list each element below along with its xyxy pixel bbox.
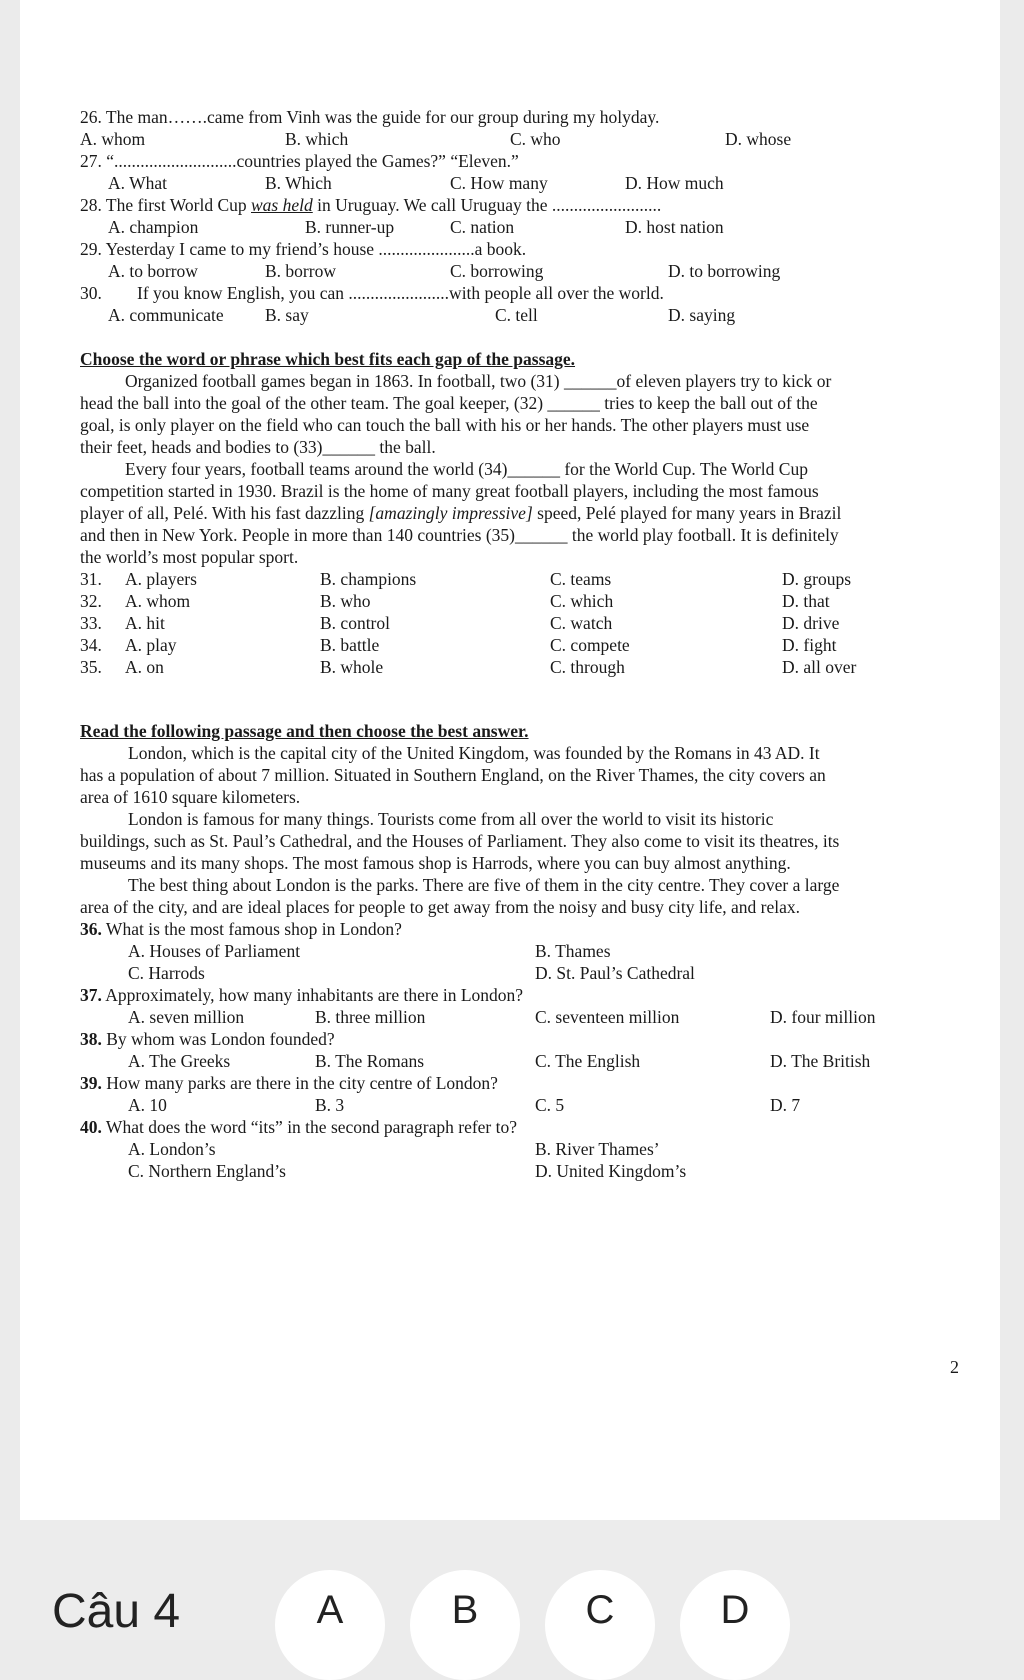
gap-section-heading: Choose the word or phrase which best fits each gap of the passage. [80,349,576,369]
reading-passage-line: buildings, such as St. Paul’s Cathedral, and the Houses of Parliament. They also come to visit its theatres, its [80,831,840,851]
q32-option-d: D. that [782,591,830,611]
q31-option-d: D. groups [782,569,852,589]
answer-option-a[interactable]: A [275,1570,385,1680]
reading-passage-line: London is famous for many things. Tourists come from all over the world to visit its historic [128,809,774,829]
q26-option-b: B. which [285,129,349,149]
q28-option-c: C. nation [450,217,515,237]
q40-option-c: C. Northern England’s [128,1161,286,1181]
answer-option-c[interactable]: C [545,1570,655,1680]
q37-option-b: B. three million [315,1007,426,1027]
q28-option-d: D. host nation [625,217,724,237]
q35-option-a: A. on [125,657,164,677]
gap-passage-line: goal, is only player on the field who can touch the ball with his or her hands. The other players must use [80,415,810,435]
q28-stem: 28. The first World Cup was held in Uruguay. We call Uruguay the ......................... [80,195,662,215]
q31-option-a: A. players [125,569,197,589]
q26-option-d: D. whose [725,129,792,149]
q33-option-b: B. control [320,613,390,633]
q29-option-b: B. borrow [265,261,336,281]
q33-option-a: A. hit [125,613,165,633]
q29-option-a: A. to borrow [108,261,198,281]
gap-passage-line: head the ball into the goal of the other team. The goal keeper, (32) ______ tries to keep the ball out of the [80,393,818,413]
reading-passage-line: museums and its many shops. The most famous shop is Harrods, where you can buy almost anything. [80,853,791,873]
q35-number: 35. [80,657,102,677]
answer-option-d[interactable]: D [680,1570,790,1680]
q38-stem: 38. By whom was London founded? [80,1029,335,1049]
q40-option-b: B. River Thames’ [535,1139,660,1159]
q30-number: 30. [80,283,102,303]
gap-passage-line: player of all, Pelé. With his fast dazzling [amazingly impressive] speed, Pelé played for many years in Brazil [80,503,842,523]
question-label: Câu 4 [52,1585,181,1638]
q36-option-b: B. Thames [535,941,611,961]
gap-passage-line: the world’s most popular sport. [80,547,299,567]
q35-option-b: B. whole [320,657,384,677]
q29-option-c: C. borrowing [450,261,544,281]
q33-option-c: C. watch [550,613,613,633]
q30-option-c: C. tell [495,305,538,325]
q28-option-b: B. runner-up [305,217,395,237]
q27-option-d: D. How much [625,173,724,193]
q26-stem: 26. The man…….came from Vinh was the guide for our group during my holyday. [80,107,660,127]
q35-option-d: D. all over [782,657,857,677]
q37-option-c: C. seventeen million [535,1007,680,1027]
gap-passage-line: Organized football games began in 1863. In football, two (31) ______of eleven players try to kick or [125,371,832,391]
reading-passage-line: area of 1610 square kilometers. [80,787,301,807]
reading-passage-line: London, which is the capital city of the United Kingdom, was founded by the Romans in 43 AD. It [128,743,820,763]
q34-option-c: C. compete [550,635,630,655]
q31-option-c: C. teams [550,569,612,589]
q34-option-d: D. fight [782,635,837,655]
answer-option-b[interactable]: B [410,1570,520,1680]
q34-option-a: A. play [125,635,177,655]
q30-option-d: D. saying [668,305,736,325]
q29-stem: 29. Yesterday I came to my friend’s house ......................a book. [80,239,527,259]
q35-option-c: C. through [550,657,625,677]
gap-passage-line: their feet, heads and bodies to (33)______ the ball. [80,437,436,457]
q30-stem: If you know English, you can .......................with people all over the world. [137,283,664,303]
gap-passage-line: Every four years, football teams around the world (34)______ for the World Cup. The World Cup [125,459,808,479]
q27-option-c: C. How many [450,173,548,193]
q39-stem: 39. How many parks are there in the city centre of London? [80,1073,498,1093]
q30-option-a: A. communicate [108,305,224,325]
q36-option-d: D. St. Paul’s Cathedral [535,963,695,983]
q36-option-a: A. Houses of Parliament [128,941,301,961]
q39-option-d: D. 7 [770,1095,801,1115]
q36-option-c: C. Harrods [128,963,205,983]
q27-stem: 27. “............................countries played the Games?” “Eleven.” [80,151,519,171]
q32-option-c: C. which [550,591,614,611]
gap-passage-line: and then in New York. People in more than 140 countries (35)______ the world play football. It is definitely [80,525,839,545]
q39-option-c: C. 5 [535,1095,565,1115]
q37-stem: 37. Approximately, how many inhabitants are there in London? [80,985,524,1005]
q29-option-d: D. to borrowing [668,261,781,281]
q27-option-a: A. What [108,173,167,193]
q37-option-a: A. seven million [128,1007,245,1027]
q26-option-c: C. who [510,129,561,149]
q36-stem: 36. What is the most famous shop in London? [80,919,402,939]
q38-option-c: C. The English [535,1051,641,1071]
q32-option-a: A. whom [125,591,191,611]
q38-option-d: D. The British [770,1051,871,1071]
q34-option-b: B. battle [320,635,380,655]
q33-number: 33. [80,613,102,633]
q37-option-d: D. four million [770,1007,876,1027]
q38-option-b: B. The Romans [315,1051,425,1071]
q40-option-d: D. United Kingdom’s [535,1161,687,1181]
q32-number: 32. [80,591,102,611]
q31-number: 31. [80,569,102,589]
q38-option-a: A. The Greeks [128,1051,231,1071]
reading-passage-line: has a population of about 7 million. Situated in Southern England, on the River Thames, the city covers an [80,765,826,785]
q39-option-b: B. 3 [315,1095,345,1115]
worksheet-page [20,0,1000,1520]
q32-option-b: B. who [320,591,371,611]
reading-passage-line: The best thing about London is the parks. There are five of them in the city centre. They cover a large [128,875,840,895]
q34-number: 34. [80,635,102,655]
q27-option-b: B. Which [265,173,332,193]
gap-passage-line: competition started in 1930. Brazil is the home of many great football players, including the most famous [80,481,819,501]
q26-option-a: A. whom [80,129,146,149]
reading-heading: Read the following passage and then choose the best answer. [80,721,529,741]
q28-option-a: A. champion [108,217,199,237]
reading-passage-line: area of the city, and are ideal places for people to get away from the noisy and busy city life, and relax. [80,897,800,917]
q40-option-a: A. London’s [128,1139,216,1159]
page-number: 2 [950,1357,959,1377]
q39-option-a: A. 10 [128,1095,167,1115]
q31-option-b: B. champions [320,569,417,589]
q30-option-b: B. say [265,305,309,325]
q40-stem: 40. What does the word “its” in the second paragraph refer to? [80,1117,518,1137]
q33-option-d: D. drive [782,613,840,633]
